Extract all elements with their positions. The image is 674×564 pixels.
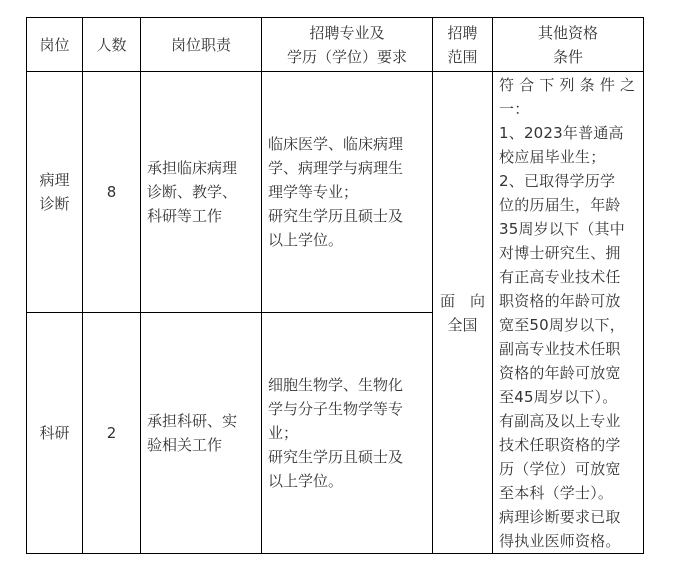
- recruitment-table: [26, 17, 644, 554]
- other-line: 1、2023年普通高: [499, 124, 624, 142]
- other-line: 位的历届生，年龄: [499, 196, 621, 214]
- header-row: [27, 18, 644, 72]
- position-line: 病理: [39, 171, 70, 189]
- other-line: 一：: [499, 100, 530, 118]
- header-duties: 岗位职责: [141, 18, 262, 72]
- cell-duties: [141, 313, 262, 554]
- duties-line: 科研等工作: [147, 207, 223, 225]
- major-line: 细胞生物学、生物化: [268, 376, 404, 394]
- other-line: 历（学位）可放宽: [499, 460, 621, 478]
- duties-line: 验相关工作: [147, 436, 223, 454]
- other-line: 宽至50周岁以下，: [499, 316, 625, 334]
- major-line: 业；: [268, 424, 299, 442]
- other-line: 有副高及以上专业: [499, 412, 621, 430]
- header-other-line1: 其他资格: [537, 23, 598, 42]
- other-line: 副高专业技术任职: [499, 340, 621, 358]
- other-line: 校应届毕业生；: [499, 148, 606, 166]
- header-other-line2: 条件: [552, 47, 583, 66]
- scope-line: 面 向: [439, 291, 485, 310]
- header-other-conditions: [493, 18, 644, 72]
- cell-major-requirements: [262, 313, 433, 554]
- other-line: 得执业医师资格。: [499, 532, 621, 550]
- cell-count: 2: [83, 313, 141, 554]
- other-line: 技术任职资格的学: [499, 436, 621, 454]
- header-major-line2: 学历（学位）要求: [286, 47, 407, 66]
- other-line: 至本科（学士）。: [499, 484, 614, 502]
- major-line: 理学等专业；: [268, 183, 359, 201]
- header-scope-line1: 招聘: [447, 23, 478, 42]
- major-line: 研究生学历且硕士及: [268, 448, 404, 466]
- header-major-line1: 招聘专业及: [309, 23, 385, 42]
- cell-major-requirements: [262, 72, 433, 313]
- cell-position: 科研: [27, 313, 83, 554]
- major-line: 学与分子生物学等专: [268, 400, 404, 418]
- major-line: 以上学位。: [268, 472, 344, 490]
- duties-line: 承担科研、实: [147, 412, 238, 430]
- other-line: 2、已取得学历学: [499, 172, 616, 190]
- duties-line: 承担临床病理: [147, 159, 238, 177]
- header-scope-line2: 范围: [447, 47, 478, 66]
- major-line: 以上学位。: [268, 231, 344, 249]
- other-line: 职资格的年龄可放: [499, 292, 621, 310]
- cell-count: 8: [83, 72, 141, 313]
- position-line: 诊断: [39, 195, 70, 213]
- header-position: 岗位: [27, 18, 83, 72]
- header-count: 人数: [83, 18, 141, 72]
- header-major-requirements: [262, 18, 433, 72]
- other-line: 对博士研究生、拥: [499, 244, 621, 262]
- cell-position: [27, 72, 83, 313]
- cell-duties: [141, 72, 262, 313]
- other-line: 至45周岁以下）。: [499, 388, 618, 406]
- other-line: 病理诊断要求已取: [499, 508, 621, 526]
- header-scope: [433, 18, 493, 72]
- table-row: [27, 72, 644, 313]
- major-line: 研究生学历且硕士及: [268, 207, 404, 225]
- other-line: 35周岁以下（其中: [499, 220, 625, 238]
- cell-scope: [433, 72, 493, 554]
- other-line: 资格的年龄可放宽: [499, 364, 621, 382]
- major-line: 学、病理学与病理生: [268, 159, 404, 177]
- duties-line: 诊断、教学、: [147, 183, 238, 201]
- cell-other-conditions: [493, 72, 644, 554]
- major-line: 临床医学、临床病理: [268, 135, 404, 153]
- scope-line: 全国: [447, 315, 478, 334]
- other-line: 符 合 下 列 条 件 之: [499, 76, 636, 94]
- other-line: 有正高专业技术任: [499, 268, 621, 286]
